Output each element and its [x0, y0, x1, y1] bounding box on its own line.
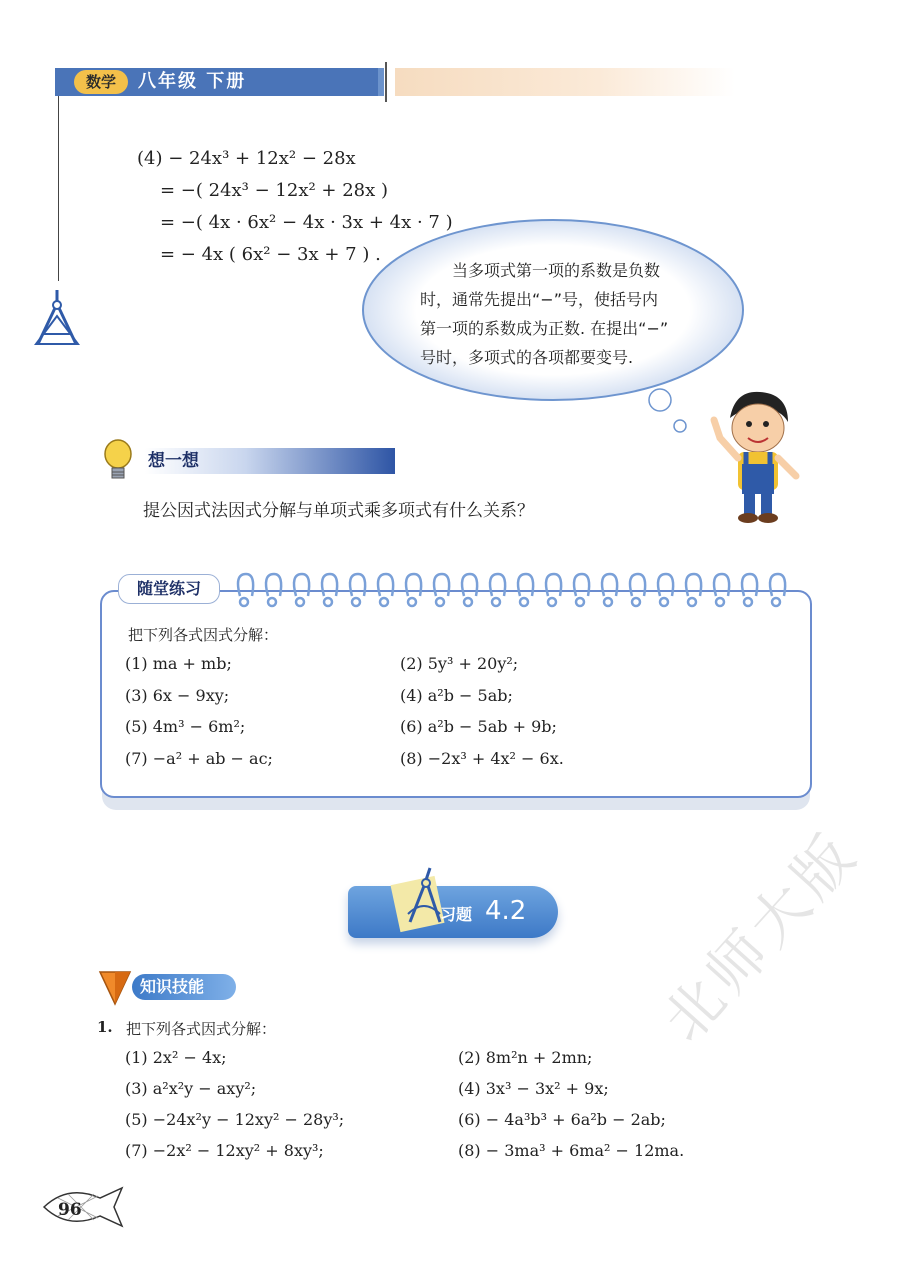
exercise-item: (1) 2x² − 4x;: [125, 1048, 227, 1067]
question-number: 1.: [97, 1018, 113, 1036]
practice-item: (2) 5y³ + 20y²;: [400, 654, 519, 673]
practice-item: (6) a²b − 5ab + 9b;: [400, 717, 557, 736]
example-line-2: = −( 24x³ − 12x² + 28x ): [160, 180, 389, 201]
question-text: 把下列各式因式分解：: [126, 1020, 277, 1038]
exercises-label: 习题: [440, 905, 473, 924]
tip-line-1: 当多项式第一项的系数是负数: [452, 261, 661, 280]
header-divider: [385, 62, 387, 102]
page-number: 96: [58, 1200, 82, 1220]
exercise-item: (4) 3x³ − 3x² + 9x;: [458, 1079, 609, 1098]
tip-line-4: 号时，多项式的各项都要变号.: [420, 348, 634, 367]
notebook-spiral-rings: [230, 566, 800, 610]
compass-icon: [32, 288, 82, 350]
publisher-watermark: 北师大版: [649, 818, 872, 1055]
header-bar-accent: [378, 68, 384, 96]
exercise-item: (7) −2x² − 12xy² + 8xy³;: [125, 1141, 324, 1160]
boy-character: [700, 380, 805, 525]
exercise-item: (5) −24x²y − 12xy² − 28y³;: [125, 1110, 345, 1129]
exercise-item: (2) 8m²n + 2mn;: [458, 1048, 593, 1067]
exercise-item: (6) − 4a³b³ + 6a²b − 2ab;: [458, 1110, 666, 1129]
tip-text: [420, 256, 720, 372]
example-line-4: = − 4x ( 6x² − 3x + 7 ) .: [160, 244, 381, 265]
header-title: 八年级 下册: [138, 71, 247, 92]
practice-title: 随堂练习: [118, 574, 220, 604]
practice-item: (3) 6x − 9xy;: [125, 686, 230, 705]
lightbulb-icon: [102, 438, 134, 484]
exercise-item: (3) a²x²y − axy²;: [125, 1079, 257, 1098]
example-line-1: (4) − 24x³ + 12x² − 28x: [137, 148, 356, 169]
tip-line-3: 第一项的系数成为正数. 在提出“−”: [420, 319, 669, 338]
header-gradient-strip: [395, 68, 735, 96]
margin-line: [58, 96, 59, 281]
example-line-3: = −( 4x · 6x² − 4x · 3x + 4x · 7 ): [160, 212, 453, 233]
think-question: 提公因式法因式分解与单项式乘多项式有什么关系？: [143, 501, 534, 521]
practice-item: (1) ma + mb;: [125, 654, 232, 673]
think-title: 想一想: [148, 451, 199, 471]
skills-title: 知识技能: [140, 977, 205, 996]
tip-line-2: 时，通常先提出“−”号，使括号内: [420, 290, 658, 309]
practice-item: (5) 4m³ − 6m²;: [125, 717, 246, 736]
exercises-number: 4.2: [485, 896, 527, 926]
fish-icon: [38, 1182, 128, 1232]
practice-instruction: 把下列各式因式分解：: [128, 626, 279, 644]
practice-item: (4) a²b − 5ab;: [400, 686, 513, 705]
exercise-item: (8) − 3ma³ + 6ma² − 12ma.: [458, 1141, 685, 1160]
practice-item: (7) −a² + ab − ac;: [125, 749, 273, 768]
practice-item: (8) −2x³ + 4x² − 6x.: [400, 749, 564, 768]
pyramid-icon: [98, 966, 132, 1006]
subject-badge: 数学: [74, 70, 128, 94]
